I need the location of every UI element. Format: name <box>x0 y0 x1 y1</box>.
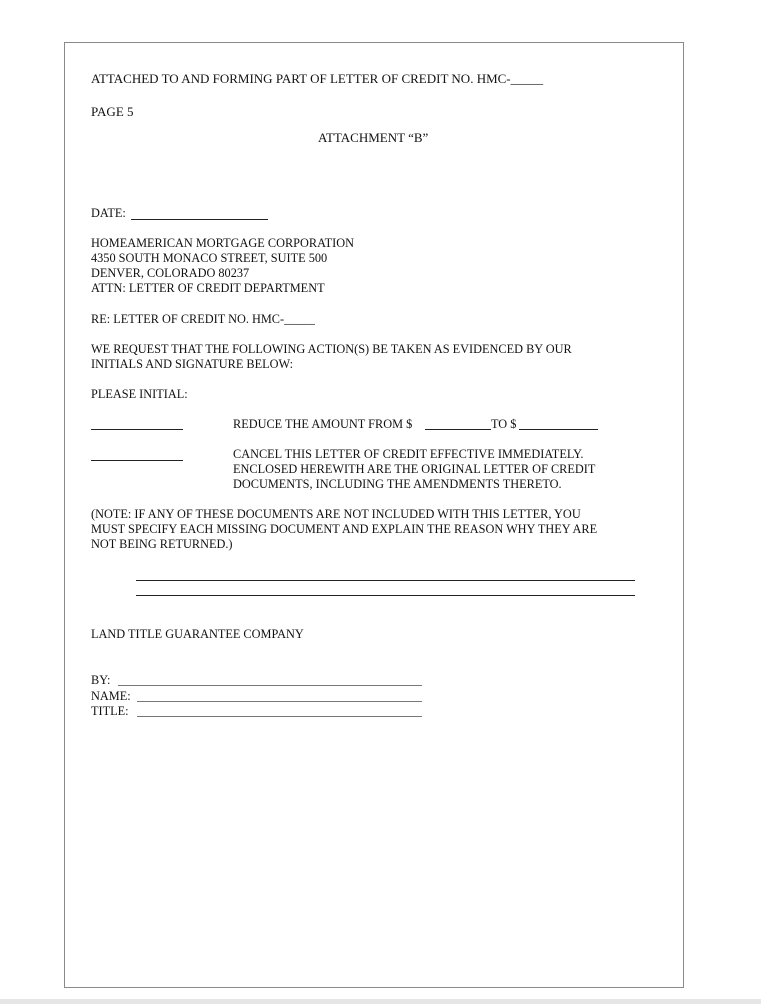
document-page <box>64 42 684 988</box>
initial-blank-reduce[interactable] <box>91 429 183 430</box>
by-signature-line[interactable] <box>118 685 422 686</box>
recipient-company: HOMEAMERICAN MORTGAGE CORPORATION <box>91 236 354 250</box>
date-label: DATE: <box>91 206 126 220</box>
please-initial-label: PLEASE INITIAL: <box>91 387 188 401</box>
missing-docs-line-2[interactable] <box>136 595 635 596</box>
date-blank-line[interactable] <box>131 219 268 220</box>
recipient-attn: ATTN: LETTER OF CREDIT DEPARTMENT <box>91 281 325 295</box>
reduce-from-amount-blank[interactable] <box>425 429 491 430</box>
title-label: TITLE: <box>91 704 129 718</box>
note-line-1: (NOTE: IF ANY OF THESE DOCUMENTS ARE NOT INCLUDED WITH THIS LETTER, YOU <box>91 507 581 521</box>
attached-line: ATTACHED TO AND FORMING PART OF LETTER OF CREDIT NO. HMC-_____ <box>91 71 544 86</box>
cancel-line-2: ENCLOSED HEREWITH ARE THE ORIGINAL LETTER OF CREDIT <box>233 462 596 476</box>
request-line-2: INITIALS AND SIGNATURE BELOW: <box>91 357 294 371</box>
note-line-3: NOT BEING RETURNED.) <box>91 537 233 551</box>
attachment-title: ATTACHMENT “B” <box>318 130 429 145</box>
name-label: NAME: <box>91 689 131 703</box>
cancel-line-3: DOCUMENTS, INCLUDING THE AMENDMENTS THERETO. <box>233 477 562 491</box>
request-line-1: WE REQUEST THAT THE FOLLOWING ACTION(S) BE TAKEN AS EVIDENCED BY OUR <box>91 342 572 356</box>
reduce-amount-prefix: REDUCE THE AMOUNT FROM $ <box>233 417 413 431</box>
cancel-line-1: CANCEL THIS LETTER OF CREDIT EFFECTIVE IMMEDIATELY. <box>233 447 584 461</box>
window-bottom-edge <box>0 999 761 1004</box>
initial-blank-cancel[interactable] <box>91 460 183 461</box>
signatory-company: LAND TITLE GUARANTEE COMPANY <box>91 627 304 641</box>
note-line-2: MUST SPECIFY EACH MISSING DOCUMENT AND EXPLAIN THE REASON WHY THEY ARE <box>91 522 598 536</box>
page-number: PAGE 5 <box>91 104 134 119</box>
re-line: RE: LETTER OF CREDIT NO. HMC-_____ <box>91 312 315 326</box>
missing-docs-line-1[interactable] <box>136 580 635 581</box>
reduce-amount-to: TO $ <box>491 417 517 431</box>
name-line[interactable] <box>137 701 422 702</box>
title-line[interactable] <box>137 716 422 717</box>
recipient-city: DENVER, COLORADO 80237 <box>91 266 250 280</box>
recipient-street: 4350 SOUTH MONACO STREET, SUITE 500 <box>91 251 328 265</box>
reduce-to-amount-blank[interactable] <box>519 429 598 430</box>
by-label: BY: <box>91 673 111 687</box>
